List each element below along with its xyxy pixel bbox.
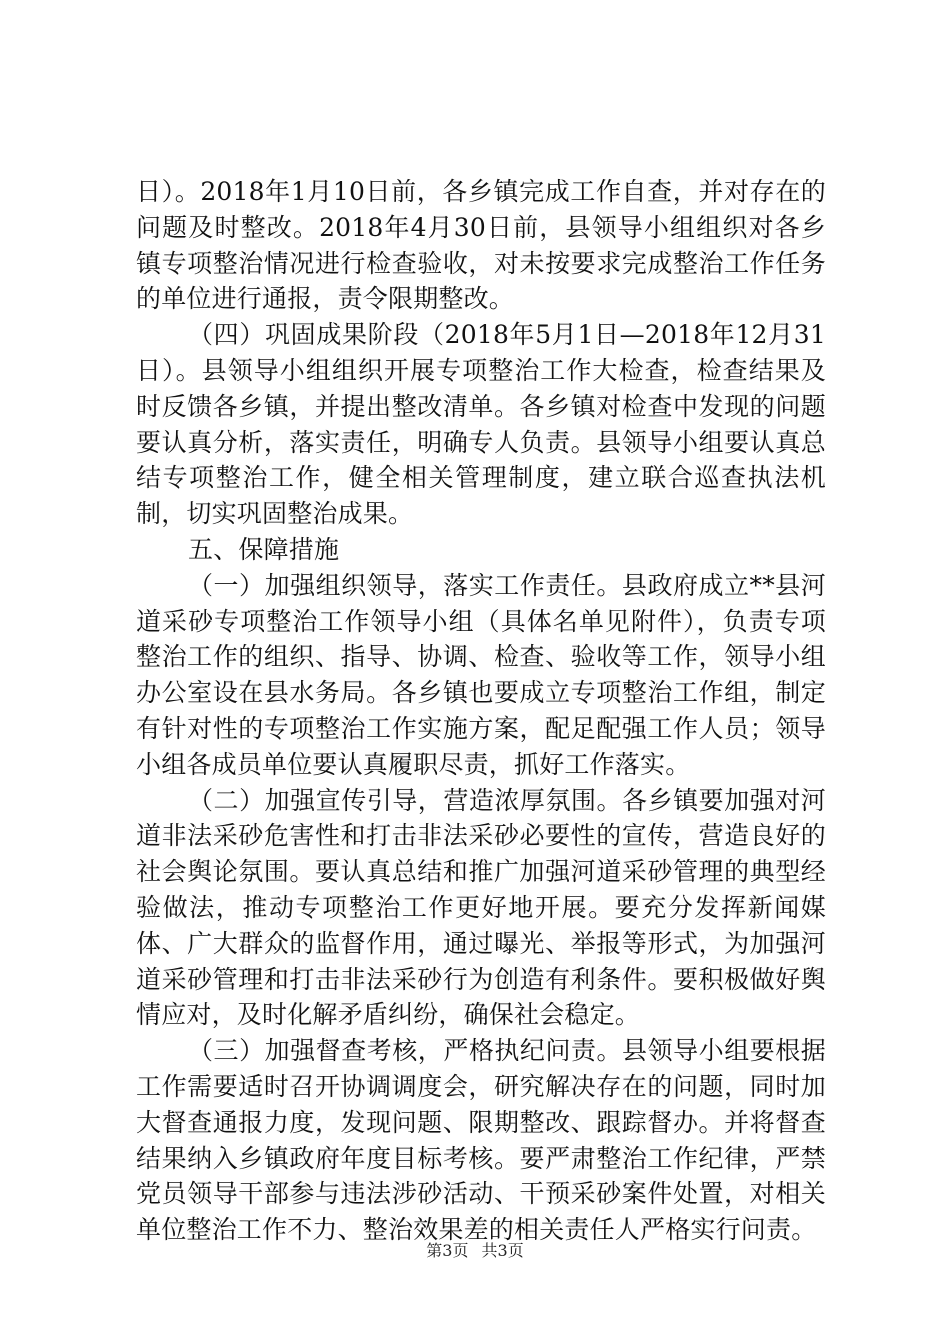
page-footer: [0, 1241, 950, 1261]
page-total: 共3页: [481, 1241, 524, 1260]
paragraph-continuation: 日）。2018年1月10日前，各乡镇完成工作自查，并对存在的问题及时整改。2018年4月30日前，县领导小组组织对各乡镇专项整治情况进行检查验收，对未按要求完成整治工作任务的单位进行通报，责令限期整改。: [136, 177, 826, 314]
paragraph-publicity: （二）加强宣传引导，营造浓厚氛围。各乡镇要加强对河道非法采砂危害性和打击非法采砂必要性的宣传，营造良好的社会舆论氛围。要认真总结和推广加强河道采砂管理的典型经验做法，推动专项整治工作更好地开展。要充分发挥新闻媒体、广大群众的监督作用，通过曝光、举报等形式，为加强河道采砂管理和打击非法采砂行为创造有利条件。要积极做好舆情应对，及时化解矛盾纠纷，确保社会稳定。: [136, 785, 826, 1030]
document-body: [136, 174, 826, 1248]
page-number: 第3页: [426, 1241, 469, 1260]
paragraph-supervision: （三）加强督查考核，严格执纪问责。县领导小组要根据工作需要适时召开协调调度会，研究解决存在的问题，同时加大督查通报力度，发现问题、限期整改、跟踪督办。并将督查结果纳入乡镇政府年度目标考核。要严肃整治工作纪律，严禁党员领导干部参与违法涉砂活动、干预采砂案件处置，对相关单位整治工作不力、整治效果差的相关责任人严格实行问责。: [136, 1036, 826, 1245]
paragraph-phase-four: （四）巩固成果阶段（2018年5月1日—2018年12月31日）。县领导小组组织开展专项整治工作大检查，检查结果及时反馈各乡镇，并提出整改清单。各乡镇对检查中发现的问题要认真分析，落实责任，明确专人负责。县领导小组要认真总结专项整治工作，健全相关管理制度，建立联合巡查执法机制，切实巩固整治成果。: [136, 320, 826, 529]
paragraph-organization: （一）加强组织领导，落实工作责任。县政府成立**县河道采砂专项整治工作领导小组（具体名单见附件），负责专项整治工作的组织、指导、协调、检查、验收等工作，领导小组办公室设在县水务局。各乡镇也要成立专项整治工作组，制定有针对性的专项整治工作实施方案，配足配强工作人员；领导小组各成员单位要认真履职尽责，抓好工作落实。: [136, 570, 826, 779]
section-heading-safeguards: 五、保障措施: [188, 534, 340, 564]
